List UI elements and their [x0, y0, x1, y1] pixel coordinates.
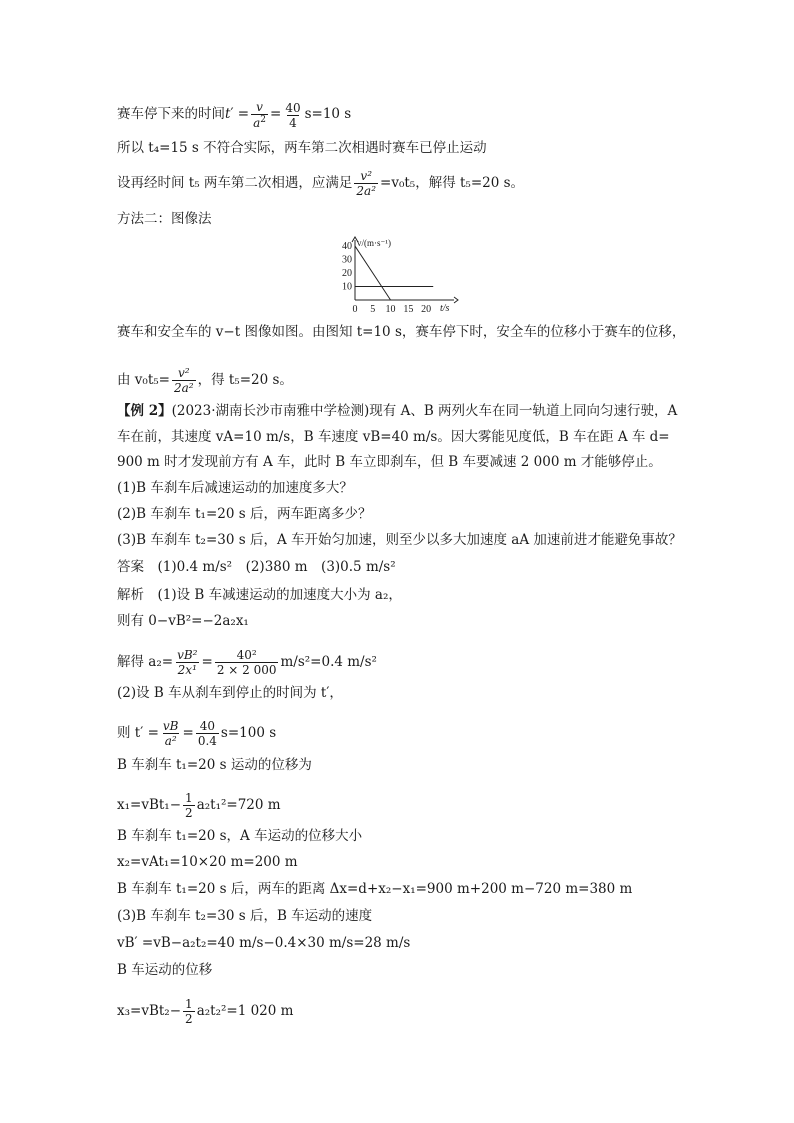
text: s=10 s — [304, 106, 352, 123]
text: B 车刹车 t₁=20 s 运动的位移为 — [117, 757, 312, 773]
denominator: 2a² — [356, 184, 377, 198]
series-line-1 — [355, 246, 391, 300]
chart-layer — [342, 241, 433, 315]
numerator: v — [256, 100, 263, 114]
text: t — [225, 106, 231, 123]
vt-graph — [330, 234, 460, 316]
text: 设再经时间 t₅ 两车第二次相遇，应满足 — [117, 174, 353, 191]
text: 所以 t₄=15 s 不符合实际，两车第二次相遇时赛车已停止运动 — [117, 140, 487, 156]
y-tick-label: 20 — [342, 268, 352, 280]
x-tick-label: 10 — [385, 304, 396, 315]
text: B 车刹车 t₁=20 s，A 车运动的位移大小 — [117, 828, 363, 844]
denominator: 2a² — [173, 381, 194, 395]
fraction — [183, 998, 195, 1025]
text: 则有 0−vB²=−2a₂x₁ — [117, 613, 249, 629]
x-tick-label: 5 — [370, 304, 376, 315]
fraction — [175, 649, 199, 676]
text: (2)设 B 车从刹车到停止的时间为 t′， — [117, 685, 343, 701]
line-method-2 — [117, 213, 212, 227]
numerator: vB — [162, 719, 179, 733]
x-tick-label: 15 — [403, 304, 414, 315]
denominator: 2 × 2 000 — [216, 663, 277, 677]
text: 2 — [260, 115, 266, 125]
numerator: v² — [360, 169, 373, 183]
text: =v₀t₅，解得 t₅=20 s。 — [380, 174, 525, 191]
text: ，得 t₅=20 s。 — [197, 371, 293, 388]
question-1 — [117, 482, 353, 496]
x-tick-label: 0 — [352, 304, 358, 315]
y-tick-label: 10 — [342, 281, 352, 293]
solution-10 — [117, 883, 632, 897]
denominator: 2 — [185, 806, 193, 820]
solution-12 — [117, 937, 410, 951]
line-stop-time — [117, 101, 351, 129]
line-t5 — [117, 170, 524, 197]
fraction — [354, 170, 378, 197]
solution-5 — [117, 720, 276, 747]
text: a₂t₁²=720 m — [196, 796, 281, 813]
fraction — [251, 101, 268, 129]
text: = — [270, 106, 282, 123]
fraction — [161, 720, 181, 747]
x-tick-label: 20 — [421, 304, 432, 315]
denominator — [251, 114, 268, 129]
text: (1)B 车刹车后减速运动的加速度多大？ — [117, 480, 353, 496]
text: ′ = — [230, 106, 250, 123]
example-2-line-2 — [117, 431, 670, 445]
line-graph-note — [117, 326, 685, 340]
line-graph-result — [117, 367, 293, 394]
y-tick-label: 40 — [342, 241, 352, 253]
text: (2023·湖南长沙市南雅中学检测)现有 A、B 两列火车在同一轨道上同向匀速行驶，A — [171, 403, 678, 419]
denominator: 0.4 — [197, 734, 217, 748]
y-tick-label: 30 — [342, 254, 352, 266]
text: B 车刹车 t₁=20 s 后，两车的距离 Δx=d+x₂−x₁=900 m+200 m−720 m=380 m — [117, 881, 633, 897]
fraction — [283, 102, 302, 129]
x-axis-arrow — [454, 297, 458, 303]
denominator: 2x¹ — [177, 663, 197, 677]
solution-13 — [117, 964, 212, 978]
text: (3)B 车刹车 t₂=30 s 后，B 车运动的速度 — [117, 908, 373, 924]
numerator: 40² — [236, 648, 257, 662]
denominator: 4 — [289, 115, 297, 130]
text: a₂t₂²=1 020 m — [196, 1002, 294, 1019]
question-2 — [117, 508, 371, 522]
numerator: v² — [177, 366, 190, 380]
text: s=100 s — [220, 724, 277, 741]
text: x₁=vBt₁− — [117, 796, 182, 813]
example-tag: 【例 2】 — [117, 403, 172, 419]
example-2-line-3 — [117, 456, 662, 470]
solution-4 — [117, 687, 343, 701]
text: (2)B 车刹车 t₁=20 s 后，两车距离多少？ — [117, 506, 372, 522]
numerator: 1 — [185, 997, 193, 1011]
text: 解得 a₂= — [117, 653, 174, 670]
numerator: 40 — [285, 100, 301, 115]
solution-2 — [117, 615, 249, 629]
text: 900 m 时才发现前方有 A 车，此时 B 车立即刹车，但 B 车要减速 2 000 m 才能够停止。 — [117, 454, 662, 470]
text: = — [182, 724, 194, 741]
text: x₂=vAt₁=10×20 m=200 m — [117, 854, 298, 870]
text: 方法二：图像法 — [117, 211, 212, 227]
fraction — [215, 649, 279, 676]
fraction — [196, 720, 219, 747]
solution-7 — [117, 792, 281, 819]
text: 赛车和安全车的 v−t 图像如图。由图知 t=10 s，赛车停下时，安全车的位移小于赛车的位移， — [117, 324, 686, 340]
text: 赛车停下来的时间 — [117, 106, 225, 123]
example-2-line-1 — [117, 405, 677, 419]
text: vB′ =vB−a₂t₂=40 m/s−0.4×30 m/s=28 m/s — [117, 935, 411, 951]
solution-11 — [117, 910, 372, 924]
text: m/s²=0.4 m/s² — [280, 653, 377, 670]
text: 解析 (1)设 B 车减速运动的加速度大小为 a₂， — [117, 587, 402, 603]
question-3 — [117, 534, 682, 548]
x-axis-label: t/s — [440, 303, 450, 314]
denominator: 2 — [185, 1012, 193, 1026]
solution-3 — [117, 649, 377, 676]
text: B 车运动的位移 — [117, 962, 213, 978]
solution-8 — [117, 830, 362, 844]
text: (3)B 车刹车 t₂=30 s 后，A 车开始匀加速，则至少以多大加速度 aA 加速前进才能避免事故？ — [117, 532, 682, 548]
text: a — [253, 116, 261, 130]
solution-14 — [117, 998, 293, 1025]
answer — [117, 561, 396, 575]
numerator: 1 — [185, 791, 193, 805]
solution-1 — [117, 589, 402, 603]
text: 则 t′ = — [117, 724, 159, 741]
text: 车在前，其速度 vA=10 m/s，B 车速度 vB=40 m/s。因大雾能见度低，B 车在距 A 车 d= — [117, 429, 670, 445]
numerator: vB² — [177, 648, 198, 662]
solution-6 — [117, 759, 312, 773]
text: x₃=vBt₂− — [117, 1002, 182, 1019]
text: = — [201, 653, 213, 670]
fraction — [172, 367, 196, 394]
fraction — [183, 792, 195, 819]
text: 由 v₀t₅= — [117, 371, 170, 388]
y-axis-label: v/(m·s⁻¹) — [357, 238, 391, 248]
numerator: 40 — [199, 719, 215, 733]
text: 答案 (1)0.4 m/s² (2)380 m (3)0.5 m/s² — [117, 559, 396, 575]
line-t4 — [117, 142, 487, 156]
denominator: a² — [164, 734, 177, 748]
solution-9 — [117, 856, 298, 870]
